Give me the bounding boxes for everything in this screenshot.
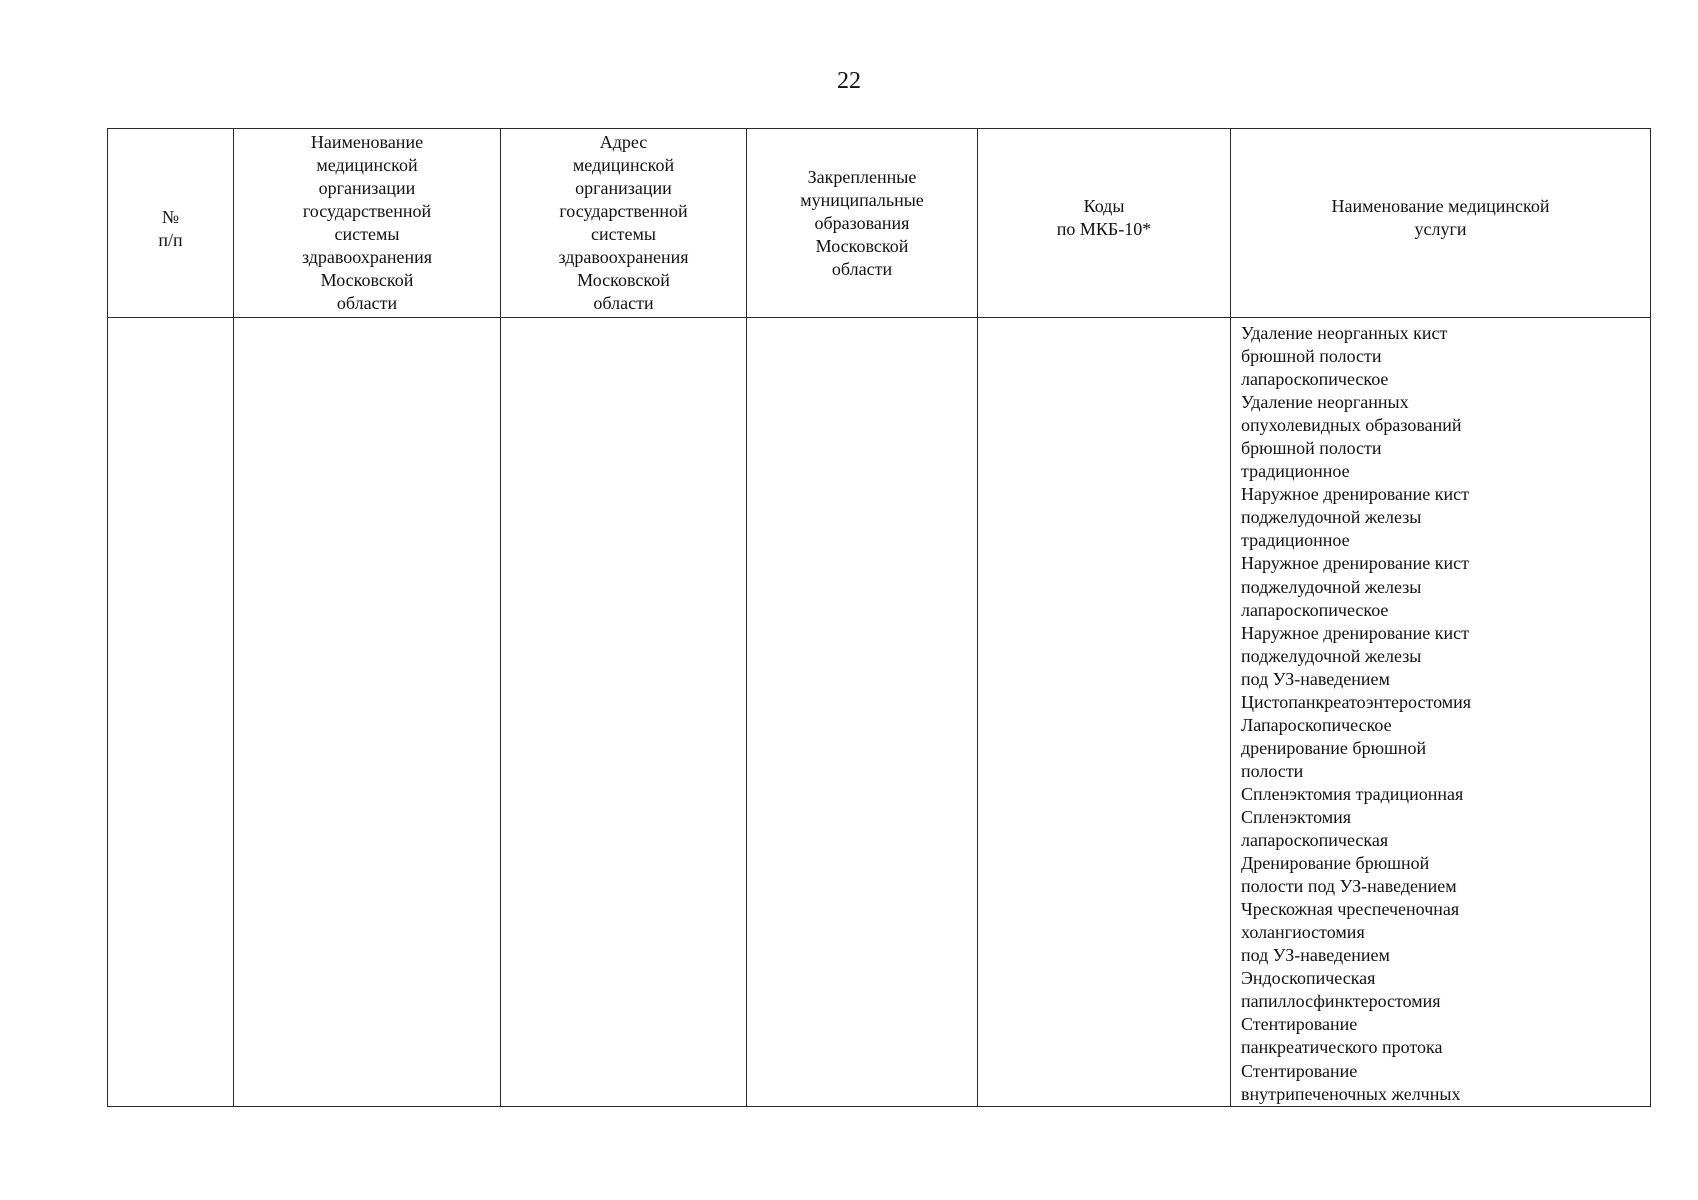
header-text-line: области bbox=[831, 258, 893, 279]
header-service-name bbox=[1231, 129, 1651, 318]
table-header-row bbox=[108, 129, 1651, 318]
service-text-line: под УЗ-наведением bbox=[1241, 945, 1390, 966]
header-text-line: организации bbox=[318, 178, 416, 198]
list-item bbox=[1241, 806, 1650, 852]
header-text-line: Закрепленные bbox=[807, 166, 917, 187]
service-text-line: внутрипеченочных желчных bbox=[1241, 1083, 1461, 1104]
header-text-line: Адрес bbox=[599, 132, 648, 152]
service-text-line: поджелудочной железы bbox=[1241, 645, 1422, 666]
header-text-line: Наименование bbox=[310, 132, 424, 152]
service-text-line: полости bbox=[1241, 760, 1304, 781]
list-item bbox=[1241, 783, 1650, 806]
cell-organization-name bbox=[234, 318, 501, 1107]
header-text-line: Московской bbox=[320, 270, 414, 290]
table-row bbox=[108, 318, 1651, 1107]
service-text-line: лапароскопическое bbox=[1241, 599, 1389, 620]
service-text-line: под УЗ-наведением bbox=[1241, 668, 1390, 689]
header-text-line: № bbox=[161, 207, 180, 227]
header-text-line: организации bbox=[575, 178, 672, 198]
list-item bbox=[1241, 483, 1650, 552]
cell-number bbox=[108, 318, 234, 1107]
header-text-line: области bbox=[593, 293, 654, 313]
cell-municipalities bbox=[747, 318, 978, 1107]
header-number bbox=[108, 129, 234, 318]
header-text-line: п/п bbox=[158, 230, 183, 250]
service-text-line: холангиостомия bbox=[1241, 922, 1365, 943]
header-text-line: Московской bbox=[577, 270, 670, 290]
service-text-line: папиллосфинктеростомия bbox=[1241, 991, 1441, 1012]
service-text-line: Наружное дренирование кист bbox=[1241, 622, 1469, 643]
header-text-line: системы bbox=[334, 224, 400, 244]
header-text-line: по МКБ-10* bbox=[1056, 219, 1152, 239]
service-text-line: полости под УЗ-наведением bbox=[1241, 876, 1457, 897]
header-text-line: услуги bbox=[1414, 219, 1467, 239]
service-text-line: Стентирование bbox=[1241, 1014, 1358, 1035]
list-item bbox=[1241, 898, 1650, 967]
header-text-line: медицинской bbox=[572, 155, 675, 175]
header-text-line: государственной bbox=[559, 201, 688, 221]
header-organization-address bbox=[501, 129, 747, 318]
header-text-line: Московской bbox=[815, 235, 909, 256]
cell-organization-address bbox=[501, 318, 747, 1107]
header-text-line: Коды bbox=[1083, 196, 1125, 216]
list-item bbox=[1241, 852, 1650, 898]
service-text-line: традиционное bbox=[1241, 461, 1350, 482]
header-text-line: системы bbox=[591, 224, 656, 244]
list-item bbox=[1241, 691, 1650, 714]
service-text-line: панкреатического протока bbox=[1241, 1037, 1443, 1058]
header-text-line: здравоохранения bbox=[558, 247, 689, 267]
page-number: 22 bbox=[837, 68, 861, 94]
list-item bbox=[1241, 1013, 1650, 1059]
list-item bbox=[1241, 967, 1650, 1013]
header-organization-name bbox=[234, 129, 501, 318]
list-item bbox=[1241, 1060, 1650, 1106]
service-text-line: Наружное дренирование кист bbox=[1241, 553, 1469, 574]
header-text-line: муниципальные bbox=[800, 189, 924, 210]
service-text-line: поджелудочной железы bbox=[1241, 507, 1422, 528]
service-text-line: дренирование брюшной bbox=[1241, 737, 1427, 758]
service-text-line: Наружное дренирование кист bbox=[1241, 484, 1469, 505]
services-table bbox=[107, 128, 1651, 1107]
header-text-line: Наименование медицинской bbox=[1331, 196, 1550, 216]
header-text-line: области bbox=[336, 293, 398, 313]
header-text-line: образования bbox=[814, 212, 910, 233]
service-text-line: Лапароскопическое bbox=[1241, 714, 1392, 735]
header-icd-codes bbox=[978, 129, 1231, 318]
service-text-line: Дренирование брюшной bbox=[1241, 853, 1430, 874]
service-text-line: Спленэктомия традиционная bbox=[1241, 783, 1464, 804]
service-text-line: Цистопанкреатоэнтеростомия bbox=[1241, 691, 1472, 712]
header-text-line: медицинской bbox=[316, 155, 418, 175]
service-text-line: традиционное bbox=[1241, 530, 1350, 551]
list-item bbox=[1241, 552, 1650, 621]
cell-icd-codes bbox=[978, 318, 1231, 1107]
list-item bbox=[1241, 714, 1650, 783]
list-item bbox=[1241, 622, 1650, 691]
service-text-line: брюшной полости bbox=[1241, 438, 1382, 459]
service-text-line: Спленэктомия bbox=[1241, 806, 1352, 827]
service-text-line: Удаление неорганных bbox=[1241, 392, 1409, 413]
service-text-line: лапароскопическое bbox=[1241, 369, 1389, 390]
service-text-line: брюшной полости bbox=[1241, 346, 1382, 367]
service-text-line: Эндоскопическая bbox=[1241, 968, 1376, 989]
header-text-line: здравоохранения bbox=[301, 247, 433, 267]
header-municipalities bbox=[747, 129, 978, 318]
list-item bbox=[1241, 322, 1650, 391]
service-list bbox=[1231, 318, 1650, 1106]
service-text-line: поджелудочной железы bbox=[1241, 576, 1422, 597]
service-text-line: лапароскопическая bbox=[1241, 830, 1389, 851]
cell-service-list bbox=[1231, 318, 1651, 1107]
service-text-line: Удаление неорганных кист bbox=[1241, 323, 1448, 343]
header-text-line: государственной bbox=[302, 201, 432, 221]
service-text-line: Чрескожная чреспеченочная bbox=[1241, 899, 1460, 920]
list-item bbox=[1241, 391, 1650, 483]
service-text-line: Стентирование bbox=[1241, 1060, 1358, 1081]
service-text-line: опухолевидных образований bbox=[1241, 415, 1462, 436]
